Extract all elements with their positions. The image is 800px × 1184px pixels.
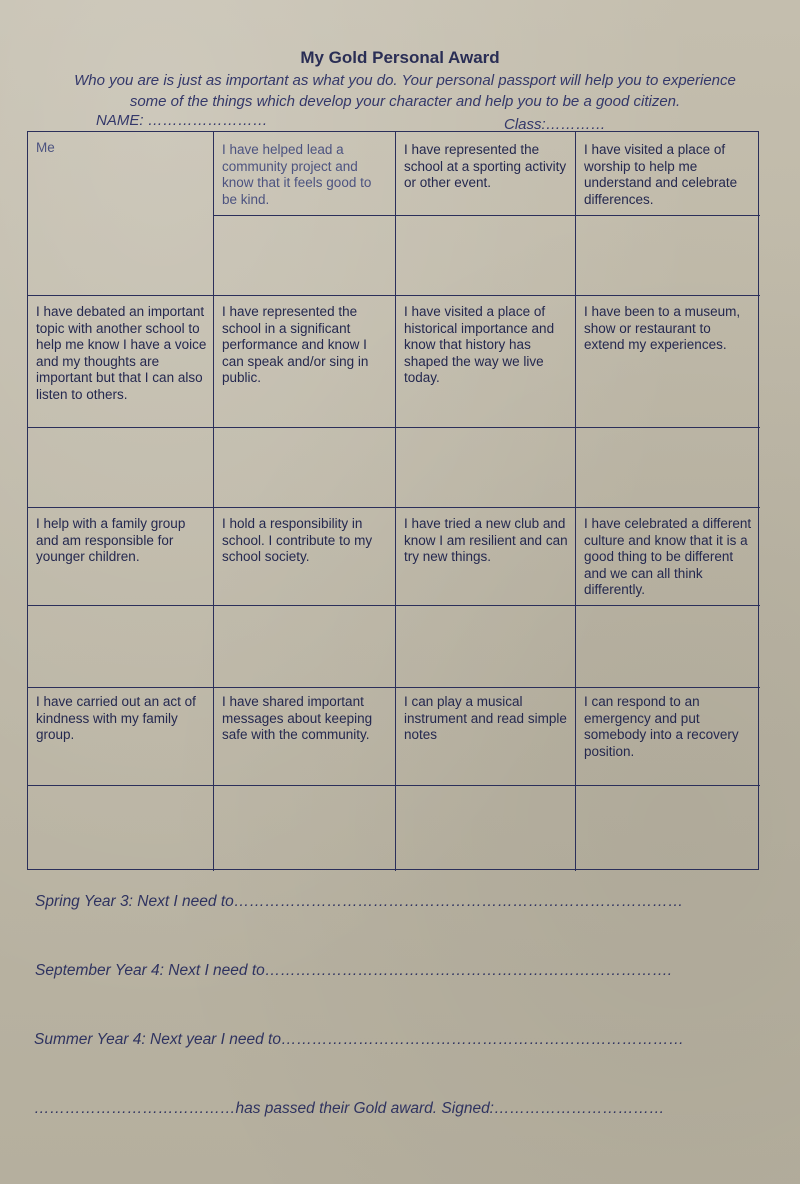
grid-cell-r4c2: I have shared important messages about keeping safe with the community. (214, 688, 396, 786)
grid-cell-r2c1: I have debated an important topic with another school to help me know I have a voice and my thoughts are important but that I can also listen to others. (28, 296, 214, 428)
page-title: My Gold Personal Award (300, 48, 500, 67)
award-grid (27, 131, 759, 870)
grid-cell-r3c2: I hold a responsibility in school. I contribute to my school society. (214, 508, 396, 606)
september-next-step: September Year 4: Next I need to……………………………………………………………………. (35, 962, 673, 979)
blank-box (396, 606, 576, 688)
blank-box (28, 786, 214, 871)
intro-text (40, 70, 770, 112)
gold-award-signature: …………………………………has passed their Gold award. Signed:…………………………… (34, 1100, 665, 1117)
spring-next-step: Spring Year 3: Next I need to…………………………………………………………………………… (35, 893, 684, 910)
blank-box (396, 216, 576, 296)
blank-box (576, 216, 760, 296)
name-field: NAME: …………………… (96, 112, 268, 129)
class-field: Class:………… (504, 116, 606, 133)
grid-cell-r4c1: I have carried out an act of kindness with my family group. (28, 688, 214, 786)
grid-cell-r4c4: I can respond to an emergency and put somebody into a recovery position. (576, 688, 760, 786)
grid-cell-r1c2: I have helped lead a community project and know that it feels good to be kind. (214, 132, 396, 216)
grid-cell-r1c4: I have visited a place of worship to help me understand and celebrate differences. (576, 132, 760, 216)
blank-box (396, 786, 576, 871)
blank-box (28, 428, 214, 508)
blank-box (576, 786, 760, 871)
grid-cell-r3c4: I have celebrated a different culture and know that it is a good thing to be different and we can all think differently. (576, 508, 760, 606)
blank-box (214, 786, 396, 871)
grid-cell-r2c4: I have been to a museum, show or restaurant to extend my experiences. (576, 296, 760, 428)
grid-cell-r1c3: I have represented the school at a sporting activity or other event. (396, 132, 576, 216)
intro-line-1: Who you are is just as important as what you do. Your personal passport will help you to experience (74, 72, 736, 89)
me-label: Me (36, 140, 55, 155)
me-cell (28, 132, 214, 296)
grid-cell-r3c3: I have tried a new club and know I am resilient and can try new things. (396, 508, 576, 606)
blank-box (576, 606, 760, 688)
blank-box (214, 428, 396, 508)
summer-next-step: Summer Year 4: Next year I need to…………………………………………………………………… (34, 1031, 684, 1048)
blank-box (214, 216, 396, 296)
intro-line-2: some of the things which develop your character and help you to be a good citizen. (129, 93, 681, 110)
blank-box (214, 606, 396, 688)
blank-box (396, 428, 576, 508)
grid-cell-r3c1: I help with a family group and am responsible for younger children. (28, 508, 214, 606)
grid-cell-r4c3: I can play a musical instrument and read simple notes (396, 688, 576, 786)
blank-box (28, 606, 214, 688)
blank-box (576, 428, 760, 508)
grid-cell-r2c3: I have visited a place of historical importance and know that history has shaped the way we live today. (396, 296, 576, 428)
grid-cell-r2c2: I have represented the school in a significant performance and know I can speak and/or sing in public. (214, 296, 396, 428)
